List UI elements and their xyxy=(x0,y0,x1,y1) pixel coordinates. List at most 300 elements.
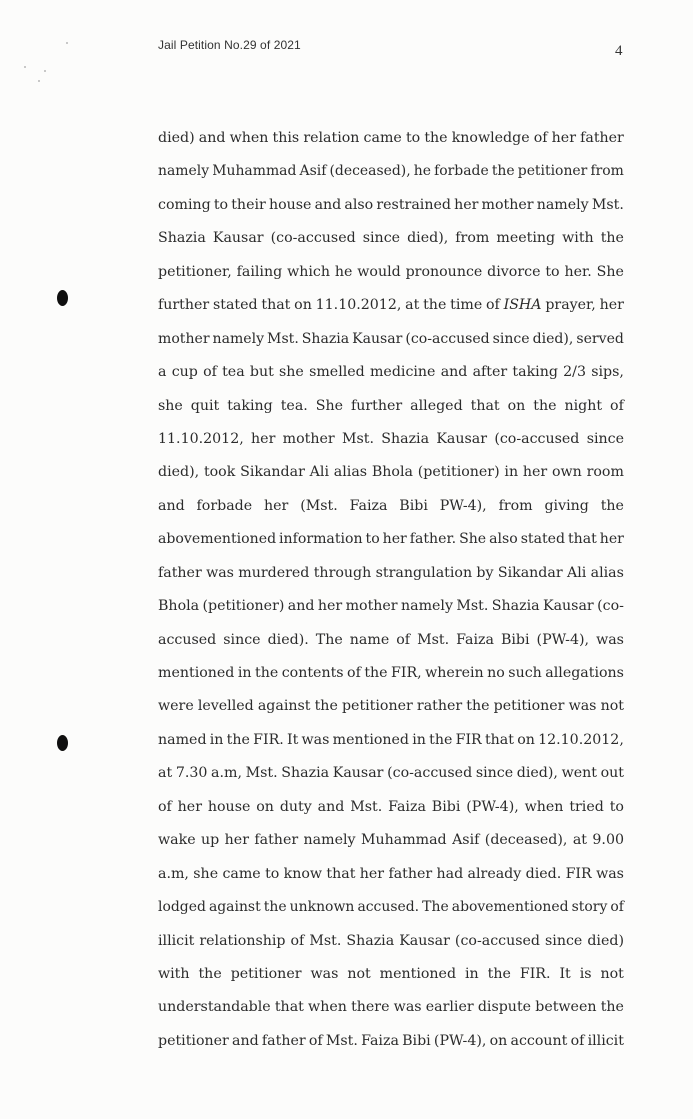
word: mother xyxy=(345,598,398,615)
word: (co-accused xyxy=(454,932,540,949)
word: her xyxy=(551,130,576,146)
word: not xyxy=(600,698,624,715)
text-line xyxy=(158,824,624,857)
text-line xyxy=(158,991,624,1024)
word: she xyxy=(279,364,304,381)
word: since xyxy=(475,765,514,782)
scan-speck xyxy=(66,42,68,44)
word: Mst. xyxy=(350,798,383,815)
word: forbade xyxy=(196,497,253,514)
word: Sikandar xyxy=(240,464,305,481)
word: in xyxy=(412,731,426,748)
word: Faiza xyxy=(388,798,426,815)
word: Mst. xyxy=(325,1032,358,1049)
text-line xyxy=(158,289,624,322)
word: at xyxy=(405,297,420,314)
word: and xyxy=(232,1032,259,1049)
word: on xyxy=(256,798,274,815)
word: 12.10.2012, xyxy=(538,731,624,748)
word: accused xyxy=(158,631,217,648)
word: Shazia xyxy=(381,430,430,447)
word: contents xyxy=(281,665,344,681)
word: (deceased), xyxy=(484,832,568,849)
word: father xyxy=(580,130,624,146)
word: father. xyxy=(409,531,457,548)
word: came xyxy=(222,865,261,882)
text-line xyxy=(158,356,624,389)
word: her xyxy=(599,297,624,314)
word: went xyxy=(561,765,597,782)
word: of xyxy=(308,1032,323,1049)
word: up xyxy=(201,832,220,849)
word: Bhola xyxy=(371,464,413,481)
word: petitioner xyxy=(493,698,565,715)
word: mentioned xyxy=(158,665,235,681)
word: on xyxy=(517,731,535,748)
word: divorce xyxy=(487,263,541,280)
text-line xyxy=(158,490,624,523)
word: information xyxy=(279,531,363,548)
word: by xyxy=(476,564,494,581)
word: 11.10.2012, xyxy=(315,297,402,314)
word: mother xyxy=(158,330,210,347)
scan-speck xyxy=(44,70,46,72)
word: on xyxy=(507,397,526,414)
word: from xyxy=(590,163,624,180)
word: the xyxy=(491,163,515,180)
word: served xyxy=(576,330,624,347)
word: the xyxy=(423,297,447,314)
word: took xyxy=(203,464,236,481)
word: were xyxy=(158,698,194,715)
text-line xyxy=(158,323,624,356)
word: between xyxy=(535,999,597,1016)
punch-hole-lower xyxy=(57,735,68,751)
word: allegations xyxy=(545,665,624,681)
word: came xyxy=(363,130,402,146)
word: and xyxy=(440,364,468,381)
word: She xyxy=(596,263,624,280)
word: the xyxy=(533,397,557,414)
word: murdered xyxy=(238,564,310,581)
word: further xyxy=(351,397,403,414)
word: when xyxy=(308,999,347,1016)
word: name xyxy=(349,631,390,648)
word: to xyxy=(405,130,421,146)
word: that xyxy=(484,731,514,748)
word: (petitioner) xyxy=(202,598,285,615)
word: was xyxy=(568,698,597,715)
word: She xyxy=(315,397,344,414)
word: not xyxy=(347,965,371,982)
scan-speck xyxy=(38,80,40,82)
word: not xyxy=(600,965,624,982)
word: had xyxy=(436,865,464,882)
word: story xyxy=(571,899,608,916)
word: of xyxy=(570,1032,585,1049)
word: a.m, xyxy=(158,865,189,882)
word: Mst. xyxy=(267,330,299,347)
word: of xyxy=(396,631,411,648)
word: the xyxy=(263,899,287,916)
text-line xyxy=(158,1025,624,1058)
word: her xyxy=(382,531,407,548)
word: strangulation xyxy=(375,564,473,581)
word: (co-accused xyxy=(405,330,490,347)
word: the xyxy=(314,698,338,715)
word: she xyxy=(193,865,219,882)
word: out xyxy=(600,765,624,782)
word: to xyxy=(265,865,280,882)
word: and xyxy=(287,598,315,615)
case-number-header: Jail Petition No.29 of 2021 xyxy=(158,38,301,52)
text-line xyxy=(158,624,624,657)
word: sips, xyxy=(591,364,624,381)
word: died), xyxy=(407,230,449,247)
text-line xyxy=(158,858,624,891)
word: already xyxy=(467,865,522,882)
word: such xyxy=(508,665,542,681)
word: alleged xyxy=(410,397,463,414)
word: Mst. xyxy=(456,598,489,615)
body-paragraph xyxy=(158,122,624,1058)
word: since xyxy=(223,631,261,648)
word: the xyxy=(600,999,624,1016)
word: the xyxy=(226,731,250,748)
word: the xyxy=(466,698,490,715)
word: Shazia xyxy=(491,598,540,615)
word: that xyxy=(261,297,291,314)
word: giving xyxy=(544,497,589,514)
text-line xyxy=(158,690,624,723)
word: a xyxy=(158,364,167,381)
word: 11.10.2012, xyxy=(158,430,244,447)
word: but xyxy=(249,364,274,381)
word: of xyxy=(347,665,361,681)
word: of xyxy=(533,130,548,146)
word: on xyxy=(489,1032,508,1049)
word: since xyxy=(586,430,624,447)
word: knowledge xyxy=(451,130,530,146)
word: Kausar xyxy=(542,598,594,615)
word: which xyxy=(287,263,330,280)
word: relation xyxy=(303,130,360,146)
word: in xyxy=(465,965,479,982)
word: abovementioned xyxy=(451,899,569,916)
word: her. xyxy=(564,263,592,280)
word: was xyxy=(596,631,624,648)
word: Asif xyxy=(299,163,327,180)
word: (PW-4), xyxy=(433,1032,487,1049)
word: FIR. xyxy=(253,731,284,748)
word: Kausar xyxy=(332,765,384,782)
word: that xyxy=(326,865,356,882)
word: was xyxy=(301,731,330,748)
word: is xyxy=(579,965,592,982)
word: the xyxy=(429,731,453,748)
word: in xyxy=(209,731,224,748)
word: the xyxy=(600,497,624,514)
word: her xyxy=(359,865,385,882)
word: FIR, xyxy=(391,665,422,681)
text-line xyxy=(158,590,624,623)
word: know xyxy=(283,865,323,882)
text-line xyxy=(158,523,624,556)
word: time xyxy=(450,297,483,314)
word: named xyxy=(158,731,207,748)
word: her xyxy=(264,497,289,514)
word: forbade xyxy=(434,163,489,180)
text-line xyxy=(158,657,624,690)
word: taking xyxy=(512,364,558,381)
word: her xyxy=(177,798,202,815)
word: rather xyxy=(416,698,463,715)
word: her xyxy=(522,464,548,481)
word: from xyxy=(455,230,490,247)
word: (PW-4), xyxy=(536,631,590,648)
word: further xyxy=(158,297,210,314)
word: It xyxy=(559,965,571,982)
word: died. xyxy=(525,865,562,882)
word: (Mst. xyxy=(300,497,338,514)
word: namely xyxy=(303,832,356,849)
word: Shazia xyxy=(281,765,330,782)
word: with xyxy=(562,230,594,247)
word: with xyxy=(158,965,190,982)
word: since xyxy=(362,230,401,247)
word: Bhola xyxy=(158,598,200,615)
word: of xyxy=(486,297,500,314)
word: duty xyxy=(279,798,312,815)
word: (PW-4), xyxy=(466,798,519,815)
word: of xyxy=(158,798,172,815)
word: the xyxy=(255,665,279,681)
word: was xyxy=(596,865,624,882)
word: when xyxy=(524,798,564,815)
word: smelled xyxy=(309,364,365,381)
word: father xyxy=(388,865,433,882)
word: petitioner xyxy=(158,1032,229,1049)
word: restrained xyxy=(376,196,451,213)
word: ISHA xyxy=(503,297,542,314)
word: wherein xyxy=(425,665,484,681)
word: Faiza xyxy=(361,1032,399,1049)
word: namely xyxy=(158,163,210,180)
word: was xyxy=(310,965,339,982)
word: and xyxy=(314,196,342,213)
word: alias xyxy=(590,564,624,581)
word: Bibi xyxy=(500,631,530,648)
word: own xyxy=(551,464,582,481)
word: Faiza xyxy=(349,497,388,514)
word: to xyxy=(545,263,560,280)
word: 7.30 xyxy=(175,765,208,782)
text-line xyxy=(158,189,624,222)
word: her xyxy=(317,598,343,615)
text-line xyxy=(158,757,624,790)
word: cup xyxy=(171,364,198,381)
word: died) xyxy=(158,130,195,146)
word: Ali xyxy=(566,564,587,581)
word: Mst. xyxy=(245,765,278,782)
text-line xyxy=(158,925,624,958)
word: namely xyxy=(400,598,453,615)
word: wake xyxy=(158,832,196,849)
word: to xyxy=(365,531,380,548)
word: mother xyxy=(282,430,335,447)
word: namely xyxy=(212,330,265,347)
word: tea. xyxy=(280,397,308,414)
text-line xyxy=(158,891,624,924)
word: accused. xyxy=(357,899,420,916)
word: (co-accused xyxy=(494,430,580,447)
word: Ali xyxy=(309,464,329,481)
text-line xyxy=(158,958,624,991)
word: against xyxy=(257,698,311,715)
word: She xyxy=(459,531,487,548)
page-number: 4 xyxy=(615,43,623,59)
word: earlier xyxy=(425,999,474,1016)
word: at xyxy=(158,765,173,782)
word: alias xyxy=(333,464,368,481)
text-line xyxy=(158,155,624,188)
word: account xyxy=(510,1032,568,1049)
word: house xyxy=(207,798,251,815)
word: The xyxy=(422,899,449,916)
text-line xyxy=(158,456,624,489)
word: PW-4), xyxy=(439,497,487,514)
text-line xyxy=(158,724,624,757)
word: in xyxy=(237,665,252,681)
word: the xyxy=(424,130,448,146)
word: at xyxy=(572,832,587,849)
word: Kausar xyxy=(352,330,403,347)
word: died), xyxy=(516,765,558,782)
word: mother xyxy=(481,196,534,213)
word: father xyxy=(158,564,202,581)
word: FIR. xyxy=(519,965,551,982)
word: quit xyxy=(190,397,220,414)
word: died), xyxy=(532,330,574,347)
word: prayer, xyxy=(545,297,596,314)
word: abovementioned xyxy=(158,531,277,548)
word: the xyxy=(364,665,388,681)
word: Sikandar xyxy=(497,564,563,581)
word: would xyxy=(357,263,401,280)
word: (deceased), xyxy=(329,163,411,180)
word: was xyxy=(393,999,422,1016)
word: unknown xyxy=(289,899,355,916)
text-line xyxy=(158,791,624,824)
word: The xyxy=(315,631,343,648)
word: stated xyxy=(520,531,566,548)
scan-speck xyxy=(24,66,26,68)
word: father xyxy=(254,832,299,849)
word: Mst. xyxy=(309,932,342,949)
word: the xyxy=(487,965,511,982)
word: on xyxy=(294,297,312,314)
word: father xyxy=(261,1032,306,1049)
word: Shazia xyxy=(158,230,206,247)
word: levelled xyxy=(197,698,254,715)
word: Bibi xyxy=(399,497,428,514)
word: Bibi xyxy=(402,1032,431,1049)
word: through xyxy=(313,564,372,581)
word: petitioner, xyxy=(158,263,232,280)
word: died) xyxy=(587,932,624,949)
word: her xyxy=(454,196,479,213)
word: petitioner xyxy=(341,698,413,715)
word: FIR xyxy=(565,865,592,882)
word: room xyxy=(586,464,624,481)
word: the xyxy=(198,965,222,982)
word: petitioner xyxy=(517,163,588,180)
word: (petitioner) xyxy=(417,464,500,481)
word: he xyxy=(413,163,431,180)
word: of xyxy=(203,364,217,381)
word: (co- xyxy=(597,598,624,615)
word: coming xyxy=(158,196,211,213)
word: her xyxy=(251,430,276,447)
word: Kausar xyxy=(212,230,264,247)
text-line xyxy=(158,390,624,423)
word: It xyxy=(286,731,299,748)
word: taking xyxy=(227,397,273,414)
punch-hole-upper xyxy=(57,290,68,306)
word: she xyxy=(158,397,183,414)
word: against xyxy=(208,899,261,916)
text-line xyxy=(158,222,624,255)
text-line xyxy=(158,122,624,155)
word: 2/3 xyxy=(563,364,586,381)
word: of xyxy=(610,899,624,916)
word: understandable xyxy=(158,999,271,1016)
word: since xyxy=(492,330,530,347)
word: (co-accused xyxy=(387,765,473,782)
word: that xyxy=(567,531,597,548)
word: also xyxy=(344,196,374,213)
word: tea xyxy=(222,364,245,381)
word: died), xyxy=(158,464,200,481)
word: (co-accused xyxy=(270,230,356,247)
word: and xyxy=(198,130,226,146)
word: and xyxy=(317,798,345,815)
word: Bibi xyxy=(431,798,461,815)
word: to xyxy=(609,798,624,815)
word: Mst. xyxy=(341,430,374,447)
word: that xyxy=(470,397,500,414)
word: failing xyxy=(236,263,283,280)
word: died). xyxy=(267,631,309,648)
word: illicit xyxy=(587,1032,624,1049)
text-line xyxy=(158,256,624,289)
word: no xyxy=(487,665,505,681)
word: there xyxy=(351,999,390,1016)
word: after xyxy=(472,364,508,381)
text-line xyxy=(158,423,624,456)
word: a.m, xyxy=(211,765,242,782)
word: illicit xyxy=(158,932,195,949)
word: of xyxy=(610,397,624,414)
word: Mst. xyxy=(591,196,624,213)
word: house xyxy=(268,196,312,213)
word: pronounce xyxy=(405,263,483,280)
word: meeting xyxy=(496,230,556,247)
word: namely xyxy=(536,196,589,213)
word: this xyxy=(272,130,300,146)
word: and xyxy=(158,497,185,514)
word: their xyxy=(231,196,266,213)
